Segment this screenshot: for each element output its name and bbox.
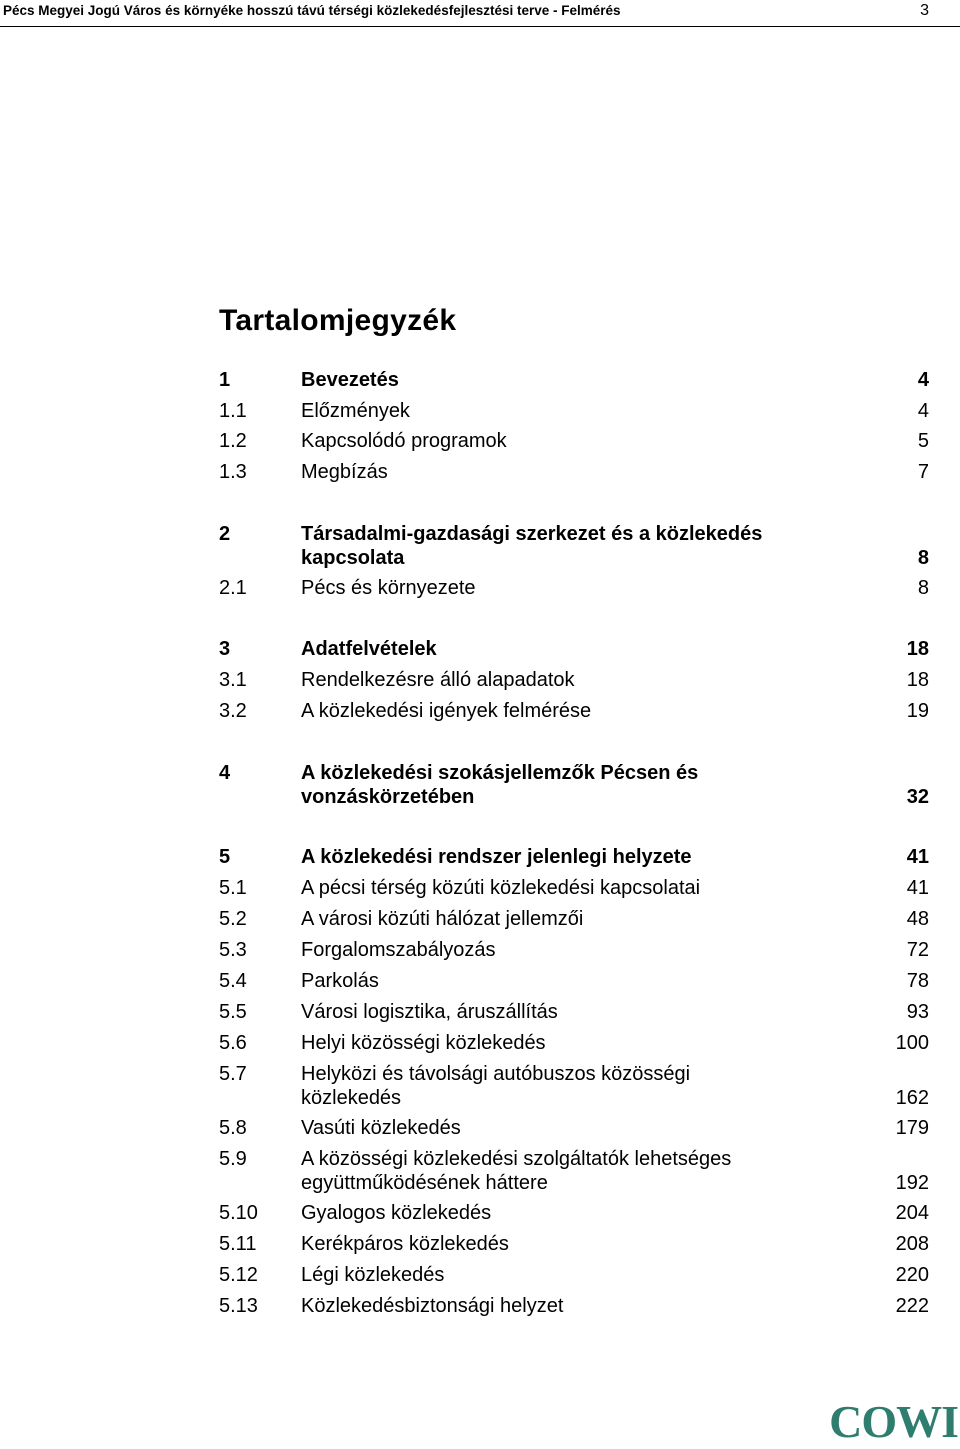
toc-entry-title: Gyalogos közlekedés [301, 1202, 492, 1224]
toc-entry-title: A pécsi térség közúti közlekedési kapcsolatai [301, 877, 701, 899]
toc-entry-page: 192 [895, 1172, 929, 1194]
toc-heading: Tartalomjegyzék [219, 304, 457, 337]
toc-entry-number: 5.5 [219, 1001, 247, 1023]
toc-entry-title: Megbízás [301, 461, 388, 483]
toc-entry-page: 78 [906, 970, 929, 992]
toc-entry-page: 8 [917, 547, 929, 569]
toc-entry-page: 204 [895, 1202, 929, 1224]
toc-entry-number: 5.2 [219, 908, 247, 930]
toc-entry-number: 5.13 [219, 1295, 258, 1317]
toc-entry-title: Rendelkezésre álló alapadatok [301, 669, 575, 691]
cowi-logo: COWI [829, 1396, 958, 1447]
toc-entry-number: 3 [219, 638, 231, 660]
toc-entry-title: Vasúti közlekedés [301, 1117, 461, 1139]
toc-entry-page: 162 [895, 1087, 929, 1109]
toc-entry-number: 5.3 [219, 939, 247, 961]
toc-entry-page: 32 [906, 786, 929, 808]
toc-entry-title: Pécs és környezete [301, 577, 476, 599]
toc-entry-page: 5 [917, 430, 929, 452]
toc-entry-number: 5.12 [219, 1264, 258, 1286]
toc-entry-title: Légi közlekedés [301, 1264, 445, 1286]
toc-entry-title: A közlekedési szokásjellemzők Pécsen és [301, 762, 699, 784]
toc-entry-page: 220 [895, 1264, 929, 1286]
toc-entry-number: 3.1 [219, 669, 247, 691]
running-header [0, 0, 960, 27]
toc-entry-number: 1.2 [219, 430, 247, 452]
toc-entry-number: 1.1 [219, 400, 247, 422]
toc-entry-number: 5.11 [219, 1233, 257, 1255]
toc-entry-title-continued: együttműködésének háttere [301, 1172, 548, 1194]
toc-entry-page: 19 [906, 700, 929, 722]
toc-entry-number: 5.4 [219, 970, 247, 992]
toc-entry-title: Kerékpáros közlekedés [301, 1233, 509, 1255]
toc-entry-number: 5.6 [219, 1032, 247, 1054]
page-number: 3 [920, 2, 929, 19]
toc-entry-number: 5.8 [219, 1117, 247, 1139]
toc-entry-title: Társadalmi-gazdasági szerkezet és a közlekedés [301, 523, 763, 545]
toc-entry-number: 5.7 [219, 1063, 247, 1085]
toc-entry-number: 5.9 [219, 1148, 247, 1170]
toc-entry-number: 5.1 [219, 877, 247, 899]
toc-entry-page: 8 [917, 577, 929, 599]
toc-entry-title-continued: közlekedés [301, 1087, 402, 1109]
toc-entry-page: 93 [906, 1001, 929, 1023]
toc-entry-number: 2 [219, 523, 231, 545]
toc-entry-page: 179 [895, 1117, 929, 1139]
toc-entry-title: A közösségi közlekedési szolgáltatók lehetséges [301, 1148, 732, 1170]
toc-entry-title: Forgalomszabályozás [301, 939, 496, 961]
toc-entry-title: Helyközi és távolsági autóbuszos közösségi [301, 1063, 691, 1085]
toc-entry-title: Parkolás [301, 970, 379, 992]
toc-entry-number: 5 [219, 846, 231, 868]
toc-entry-title: Közlekedésbiztonsági helyzet [301, 1295, 564, 1317]
toc-entry-page: 72 [906, 939, 929, 961]
toc-entry-title: Városi logisztika, áruszállítás [301, 1001, 558, 1023]
toc-entry-title: A közlekedési igények felmérése [301, 700, 592, 722]
toc-entry-page: 18 [906, 638, 929, 660]
toc-entry-number: 2.1 [219, 577, 247, 599]
toc-entry-page: 4 [917, 400, 929, 422]
toc-entry-page: 222 [895, 1295, 929, 1317]
toc-entry-title: Bevezetés [301, 369, 399, 391]
toc-entry-page: 7 [917, 461, 929, 483]
toc-entry-title: Helyi közösségi közlekedés [301, 1032, 546, 1054]
toc-entry-page: 4 [917, 369, 929, 391]
toc-entry-title: Kapcsolódó programok [301, 430, 507, 452]
toc-entry-page: 48 [906, 908, 929, 930]
toc-entry-page: 41 [906, 846, 929, 868]
toc-entry-title: A városi közúti hálózat jellemzői [301, 908, 584, 930]
document-title: Pécs Megyei Jogú Város és környéke hosszú távú térségi közlekedésfejlesztési terve - Felmérés [3, 3, 621, 18]
toc-entry-number: 4 [219, 762, 231, 784]
toc-entry-title-continued: kapcsolata [301, 547, 405, 569]
toc-entry-page: 100 [895, 1032, 929, 1054]
toc-entry-title-continued: vonzáskörzetében [301, 786, 475, 808]
toc-entry-page: 41 [906, 877, 929, 899]
toc-entry-number: 1 [219, 369, 231, 391]
toc-entry-page: 208 [895, 1233, 929, 1255]
toc-entry-title: A közlekedési rendszer jelenlegi helyzete [301, 846, 692, 868]
toc-entry-number: 3.2 [219, 700, 247, 722]
toc-entry-number: 5.10 [219, 1202, 258, 1224]
toc-entry-page: 18 [906, 669, 929, 691]
toc-entry-title: Előzmények [301, 400, 410, 422]
toc-entry-title: Adatfelvételek [301, 638, 437, 660]
toc-entry-number: 1.3 [219, 461, 247, 483]
